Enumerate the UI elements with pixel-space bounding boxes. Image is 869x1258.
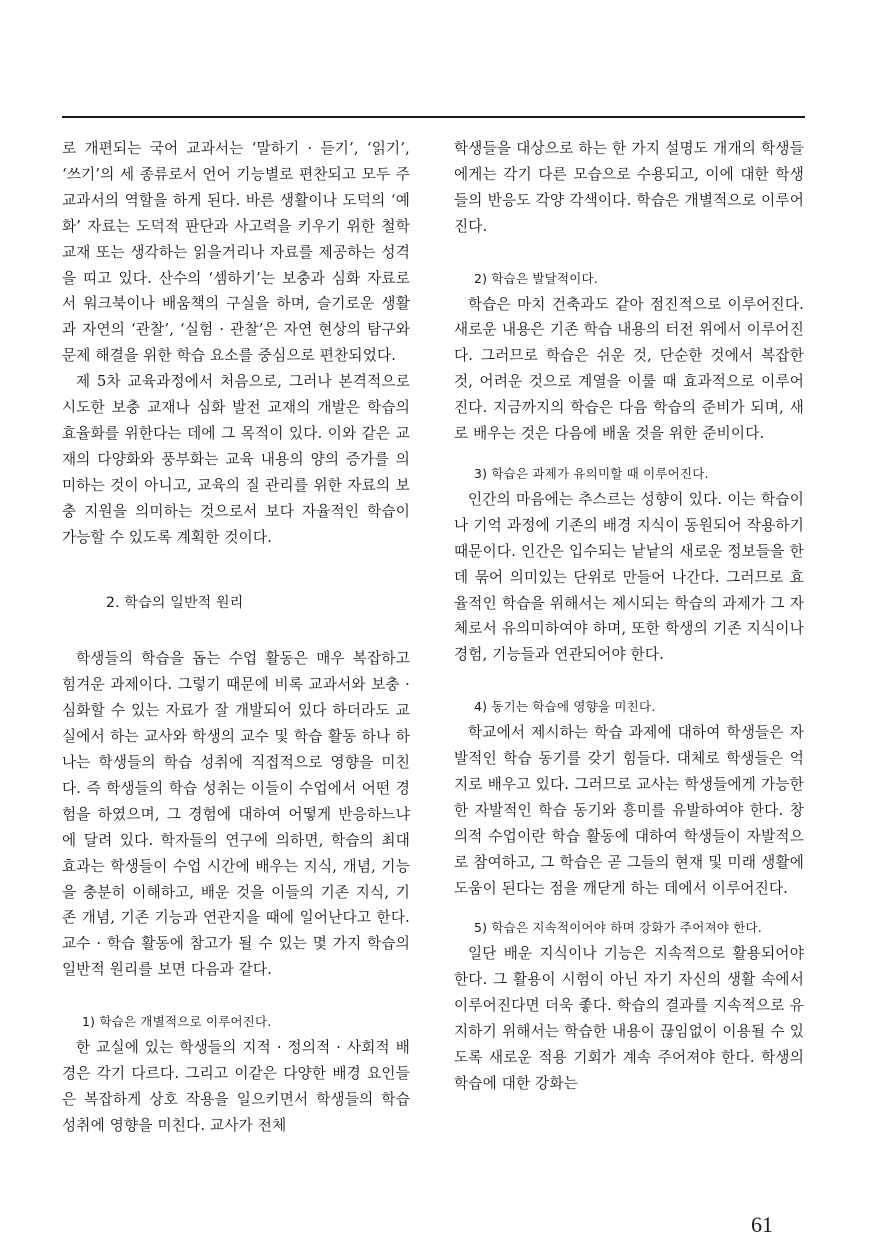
right-column — [454, 136, 804, 1097]
body-paragraph: 로 개편되는 국어 교과서는 ‘말하기 · 듣기’, ‘읽기’, ‘쓰기’의 세 종류로서 언어 기능별로 편찬되고 모두 주 교과서의 역할을 하게 된다. 바른 생활이나 도덕의 ‘예화’ 자료는 도덕적 판단과 사고력을 키우기 위한 철학 교재 또는 생각하는 읽을거리나 자료를 제공하는 성격을 띠고 있다. 산수의 ‘셈하기’는 보충과 심화 자료로서 워크북이나 배움책의 구실을 하며, 슬기로운 생활과 자연의 ‘관찰’, ‘실험 · 관찰’은 자연 현상의 탐구와 문제 해결을 위한 학습 요소를 중심으로 편찬되었다. — [62, 140, 410, 365]
subsection-heading: 4) 동기는 학습에 영향을 미친다. — [474, 699, 656, 715]
page-number: 61 — [751, 1212, 773, 1237]
body-paragraph: 한 교실에 있는 학생들의 지적 · 정의적 · 사회적 배경은 각기 다르다. 그리고 이같은 다양한 배경 요인들은 복잡하게 상호 작용을 일으키면서 학생들의 학습 성취에 영향을 미친다. 교사가 전체 — [62, 1039, 410, 1134]
header-rule — [62, 116, 805, 118]
section-heading: 2. 학습의 일반적 원리 — [106, 594, 244, 611]
body-paragraph: 학생들을 대상으로 하는 한 가지 설명도 개개의 학생들에게는 각기 다른 모습으로 수용되고, 이에 대한 학생들의 반응도 각양 각색이다. 학습은 개별적으로 이루어진다. — [454, 140, 804, 235]
subsection-heading: 5) 학습은 지속적이어야 하며 강화가 주어져야 한다. — [474, 920, 762, 936]
subsection-heading: 3) 학습은 과제가 유의미할 때 이루어진다. — [474, 465, 709, 481]
body-paragraph: 학교에서 제시하는 학습 과제에 대하여 학생들은 자발적인 학습 동기를 갖기 힘들다. 대체로 학생들은 억지로 배우고 있다. 그러므로 교사는 학생들에게 가능한 한 자발적인 학습 동기와 흥미를 유발하여야 한다. 창의적 수업이란 학습 활동에 대하여 학생들이 자발적으로 참여하고, 그 학습은 곧 그들의 현재 및 미래 생활에 도움이 된다는 점을 깨닫게 하는 데에서 이루어진다. — [454, 724, 804, 897]
body-paragraph: 학습은 마치 건축과도 같아 점진적으로 이루어진다. 새로운 내용은 기존 학습 내용의 터전 위에서 이루어진다. 그러므로 학습은 쉬운 것, 단순한 것에서 복잡한 것, 어려운 것으로 계열을 이룰 때 효과적으로 이루어진다. 지금까지의 학습은 다음 학습의 준비가 되며, 새로 배우는 것은 다음에 배울 것을 위한 준비이다. — [454, 295, 804, 443]
subsection-heading: 2) 학습은 발달적이다. — [474, 270, 598, 286]
subsection-heading: 1) 학습은 개별적으로 이루어진다. — [82, 1014, 272, 1030]
body-paragraph: 일단 배운 지식이나 기능은 지속적으로 활용되어야 한다. 그 활용이 시험이 아닌 자기 자신의 생활 속에서 이루어진다면 더욱 좋다. 학습의 결과를 지속적으로 유지하기 위해서는 학습한 내용이 끊임없이 이용될 수 있도록 새로운 적용 기회가 계속 주어져야 한다. 학생의 학습에 대한 강화는 — [454, 945, 804, 1092]
left-column — [62, 136, 410, 1139]
body-paragraph: 제 5차 교육과정에서 처음으로, 그러나 본격적으로 시도한 보충 교재나 심화 발전 교재의 개발은 학습의 효율화를 위한다는 데에 그 목적이 있다. 이와 같은 교재의 다양화와 풍부화는 교육 내용의 양의 증가를 의미하는 것이 아니고, 교육의 질 관리를 위한 자료의 보충 지원을 의미하는 것으로서 보다 자율적인 학습이 가능할 수 있도록 계획한 것이다. — [62, 373, 410, 546]
body-paragraph: 인간의 마음에는 추스르는 성향이 있다. 이는 학습이나 기억 과정에 기존의 배경 지식이 동원되어 작용하기 때문이다. 인간은 입수되는 낱낱의 새로운 정보들을 한데 묶어 의미있는 단위로 만들어 나간다. 그러므로 효율적인 학습을 위해서는 제시되는 학습의 과제가 그 자체로서 유의미하여야 하며, 또한 학생의 기존 지식이나 경험, 기능들과 연관되어야 한다. — [454, 490, 804, 664]
body-paragraph: 학생들의 학습을 돕는 수업 활동은 매우 복잡하고 힘겨운 과제이다. 그렇기 때문에 비록 교과서와 보충 · 심화할 수 있는 자료가 잘 개발되어 있다 하더라도 교실에서 하는 교사와 학생의 교수 및 학습 활동 하나 하나는 학생들의 학습 성취에 직접적으로 영향을 미친다. 즉 학생들의 학습 성취는 이들이 수업에서 어떤 경험을 하였으며, 그 경험에 대하여 어떻게 반응하느냐에 달려 있다. 학자들의 연구에 의하면, 학습의 최대 효과는 학생들이 수업 시간에 배우는 지식, 개념, 기능을 충분히 이해하고, 배운 것을 이들의 기존 지식, 기존 개념, 기존 기능과 연관지을 때에 일어난다고 한다. 교수 · 학습 활동에 참고가 될 수 있는 몇 가지 학습의 일반적 원리를 보면 다음과 같다. — [62, 650, 410, 979]
